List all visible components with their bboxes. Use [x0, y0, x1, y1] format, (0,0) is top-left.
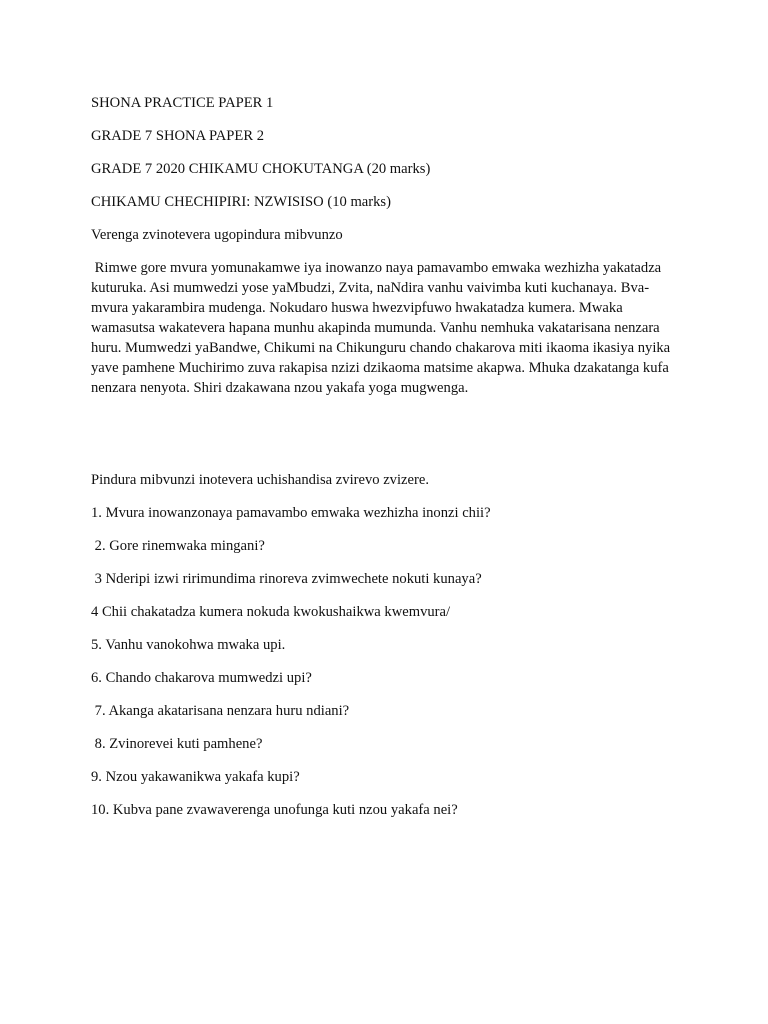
heading-section-two: CHIKAMU CHECHIPIRI: NZWISISO (10 marks) — [91, 194, 391, 210]
questions-instruction: Pindura mibvunzi inotevera uchishandisa zvirevo zvizere. — [91, 472, 429, 488]
question-item: 2. Gore rinemwaka mingani? — [91, 538, 265, 554]
question-item: 3 Nderipi izwi ririmundima rinoreva zvimwechete nokuti kunaya? — [91, 571, 482, 587]
question-item: 4 Chii chakatadza kumera nokuda kwokushaikwa kwemvura/ — [91, 604, 451, 620]
heading-grade-paper: GRADE 7 SHONA PAPER 2 — [91, 128, 265, 144]
question-item: 10. Kubva pane zvawaverenga unofunga kuti nzou yakafa nei? — [91, 802, 458, 818]
question-item: 5. Vanhu vanokohwa mwaka upi. — [91, 637, 286, 653]
reading-instruction: Verenga zvinotevera ugopindura mibvunzo — [91, 227, 343, 243]
question-item: 7. Akanga akatarisana nenzara huru ndiani? — [91, 703, 350, 719]
questions-section — [91, 470, 681, 833]
question-item: 8. Zvinorevei kuti pamhene? — [91, 736, 263, 752]
heading-practice-paper: SHONA PRACTICE PAPER 1 — [91, 95, 274, 111]
comprehension-passage: Rimwe gore mvura yomunakamwe iya inowanzo naya pamavambo emwaka wezhizha yakatadza kuturuka. Asi mumwedzi yose yaMbudzi, Zvita, naNdira vanhu vaivimba kuti kuchanaya. Bva-mvura yakarambira mudenga. Nokudaro huswa hwezvipfuwo hwakatadza kumera. Mwaka wamasutsa wakatevera hapana munhu akapinda mumunda. Vanhu nemhuka vakatarisana nenzara huru. Mumwedzi yaBandwe, Chikumi na Chikunguru chando chakarova miti ikaoma ikasiya nyika yave pamhene Muchirimo zuva rakapisa nzizi dzikaoma matsime akapwa. Mhuka dzakatanga kufa nenzara nenyota. Shiri dzakawana nzou yakafa yoga mugwenga. — [91, 260, 674, 396]
question-item: 9. Nzou yakawanikwa yakafa kupi? — [91, 769, 300, 785]
question-item: 1. Mvura inowanzonaya pamavambo emwaka wezhizha inonzi chii? — [91, 505, 491, 521]
document-header-section — [91, 93, 681, 411]
heading-section-one: GRADE 7 2020 CHIKAMU CHOKUTANGA (20 marks) — [91, 161, 431, 177]
question-item: 6. Chando chakarova mumwedzi upi? — [91, 670, 312, 686]
